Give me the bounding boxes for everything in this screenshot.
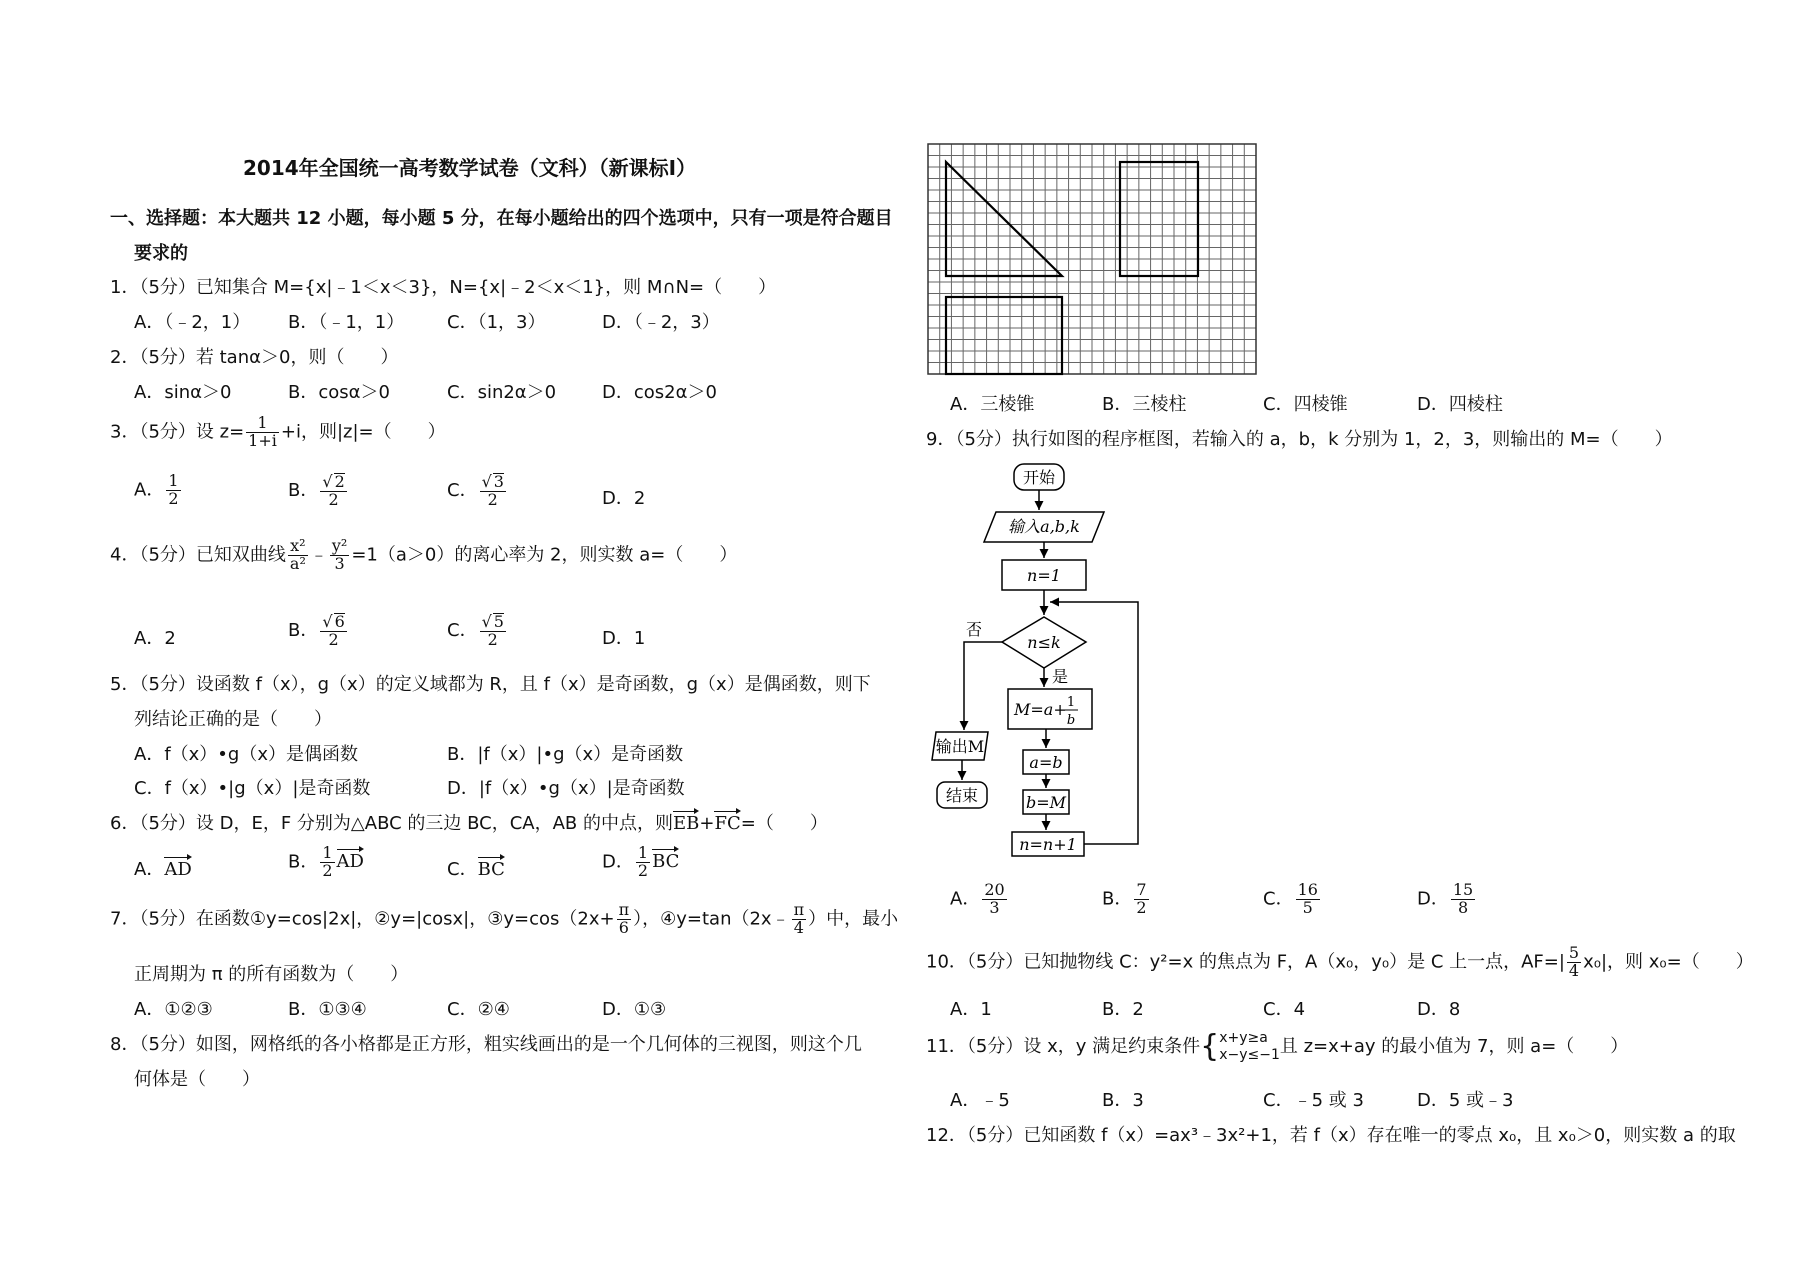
flow-assign-den: b: [1066, 713, 1076, 728]
vector-fc: FC: [714, 813, 741, 834]
q11-option-c: C．﹣5 或 3: [1263, 1090, 1364, 1111]
q10-option-a: A．1: [950, 999, 992, 1020]
q5-stem-line2: 列结论正确的是（ ）: [134, 709, 332, 730]
q9-option-d: D． $\frac{15}{8}$: [1417, 880, 1474, 917]
flow-ab-label: a=b: [1029, 753, 1063, 772]
q2-stem: 2．（5分）若 tanα＞0，则（ ）: [110, 347, 399, 368]
page-title: 2014年全国统一高考数学试卷（文科）（新课标I）: [243, 156, 697, 180]
flow-start-label: 开始: [1022, 468, 1056, 487]
q7-option-d: D．①③: [602, 999, 667, 1020]
q8-option-b: B．三棱柱: [1102, 394, 1187, 415]
q8-option-c: C．四棱锥: [1263, 394, 1348, 415]
q1-option-a: A．（﹣2，1）: [134, 312, 251, 333]
q4-y-fraction: $\frac{\text{y²}}{3}$: [331, 536, 348, 573]
q1-option-b: B．（﹣1，1）: [288, 312, 405, 333]
q3-option-c: C． $\frac{√ 3}{2}$: [447, 472, 504, 509]
q11-brace: {: [1200, 1028, 1220, 1064]
program-flowchart: [926, 460, 1156, 870]
q10-option-d: D．8: [1417, 999, 1461, 1020]
flow-init-label: n=1: [1027, 566, 1061, 585]
flow-input-label: 输入a,b,k: [1008, 517, 1080, 536]
q3-stem-pre: 3．（5分）设 z=: [110, 421, 245, 443]
q7-option-a: A．①②③: [134, 999, 213, 1020]
flow-output-label: 输出M: [935, 737, 985, 756]
flow-end-label: 结束: [945, 786, 979, 805]
q7-option-c: C．②④: [447, 999, 510, 1020]
q3-option-b: B． $\frac{√ 2}{2}$: [288, 472, 345, 509]
q10-stem: 10．（5分）已知抛物线 C：y²=x 的焦点为 F，A（x₀，y₀）是 C 上一点，AF=| $\frac{5}{4}$ x₀|，则 x₀=（ ）: [926, 943, 1754, 980]
q10-option-b: B．2: [1102, 999, 1144, 1020]
flow-yes-label: 是: [1051, 667, 1069, 686]
q8-stem-line2: 何体是（ ）: [134, 1069, 260, 1090]
q7-stem-line2: 正周期为 π 的所有函数为（ ）: [134, 964, 409, 985]
vector-eb: EB: [673, 813, 700, 834]
q5-stem-line1: 5．（5分）设函数 f（x），g（x）的定义域都为 R，且 f（x）是奇函数，g（x）是偶函数，则下: [110, 674, 871, 695]
q11-option-b: B．3: [1102, 1090, 1144, 1111]
q5-option-d: D．|f（x）•g（x）|是奇函数: [447, 778, 685, 799]
q3-stem-post: +i，则|z|=（ ）: [280, 421, 446, 443]
q1-option-c: C．（1，3）: [447, 312, 546, 333]
q7-stem-line1: 7．（5分）在函数①y=cos|2x|，②y=|cosx|，③y=cos（2x+ $\frac{\pi}{6}$ ），④y=tan（2x﹣ $\frac{\pi}{4}$ ）中，最小: [110, 900, 899, 937]
q3-frac-den: 1+i: [248, 430, 277, 450]
q2-option-a: A．sinα＞0: [134, 382, 232, 403]
q11-stem: 11．（5分）设 x，y 满足约束条件{ x+y≥a x−y≤−1 且 z=x+ay 的最小值为 7，则 a=（ ）: [926, 1028, 1629, 1064]
q9-stem: 9．（5分）执行如图的程序框图，若输入的 a，b，k 分别为 1，2，3，则输出的 M=（ ）: [926, 429, 1673, 450]
q3-stem: [110, 415, 446, 450]
q4-x-fraction: $\frac{\text{x²}}{\text{a²}}$: [289, 536, 306, 573]
q7-option-b: B．①③④: [288, 999, 367, 1020]
q12-stem: 12．（5分）已知函数 f（x）=ax³﹣3x²+1，若 f（x）存在唯一的零点 x₀，且 x₀＞0，则实数 a 的取: [926, 1125, 1736, 1146]
q6-option-b: B． $\frac{1}{2}$ AD: [288, 843, 364, 880]
q6-option-a: A．AD: [134, 859, 192, 880]
q10-option-c: C．4: [1263, 999, 1306, 1020]
q2-option-c: C．sin2α＞0: [447, 382, 557, 403]
q9-option-c: C． $\frac{16}{5}$: [1263, 880, 1318, 917]
q11-option-d: D．5 或﹣3: [1417, 1090, 1514, 1111]
flow-assign-num: 1: [1066, 695, 1076, 710]
q11-option-a: A．﹣5: [950, 1090, 1010, 1111]
flow-inc-label: n=n+1: [1019, 835, 1077, 854]
q9-option-b: B． $\frac{7}{2}$: [1102, 880, 1147, 917]
section-heading-line2: 要求的: [134, 243, 188, 264]
q9-option-a: A． $\frac{20}{3}$: [950, 880, 1005, 917]
flow-bm-label: b=M: [1025, 793, 1067, 812]
q8-stem-line1: 8．（5分）如图，网格纸的各小格都是正方形，粗实线画出的是一个几何体的三视图，则这个几: [110, 1034, 862, 1055]
q3-frac-num: 1: [246, 415, 279, 433]
q8-option-a: A．三棱锥: [950, 394, 1035, 415]
q4-option-a: A．2: [134, 628, 176, 649]
q5-option-c: C．f（x）•|g（x）|是奇函数: [134, 778, 371, 799]
three-view-grid-figure: [926, 142, 1262, 378]
q4-option-b: B． $\frac{√ 6}{2}$: [288, 612, 345, 649]
flow-assign-label: M=a+: [1014, 700, 1067, 719]
q6-option-c: C．BC: [447, 859, 505, 880]
flow-no-label: 否: [965, 620, 983, 639]
q4-option-d: D．1: [602, 628, 646, 649]
section-heading-line1: 一、选择题：本大题共 12 小题，每小题 5 分，在每小题给出的四个选项中，只有一项是符合题目: [110, 208, 893, 229]
q6-option-d: D． $\frac{1}{2}$ BC: [602, 843, 680, 880]
q5-option-b: B．|f（x）|•g（x）是奇函数: [447, 744, 684, 765]
q6-stem: 6．（5分）设 D，E，F 分别为△ABC 的三边 BC，CA，AB 的中点，则EB+FC=（ ）: [110, 813, 828, 834]
q1-option-d: D．（﹣2，3）: [602, 312, 720, 333]
q3-fraction: [246, 415, 279, 450]
q4-option-c: C． $\frac{√ 5}{2}$: [447, 612, 504, 649]
q8-option-d: D．四棱柱: [1417, 394, 1503, 415]
q2-option-b: B．cosα＞0: [288, 382, 390, 403]
q2-option-d: D．cos2α＞0: [602, 382, 717, 403]
q3-option-d: D．2: [602, 488, 646, 509]
q4-stem: 4．（5分）已知双曲线 $\frac{\text{x²}}{\text{a²}}$ ﹣ $\frac{\text{y²}}{3}$ =1（a＞0）的离心率为 2，则实数 a=（ ）: [110, 536, 738, 573]
q1-stem: 1．（5分）已知集合 M={x|﹣1＜x＜3}，N={x|﹣2＜x＜1}，则 M∩N=（ ）: [110, 277, 777, 298]
q3-option-a: A． $\frac{1}{2}$: [134, 471, 179, 508]
q5-option-a: A．f（x）•g（x）是偶函数: [134, 744, 358, 765]
flow-condition-label: n≤k: [1027, 633, 1061, 652]
